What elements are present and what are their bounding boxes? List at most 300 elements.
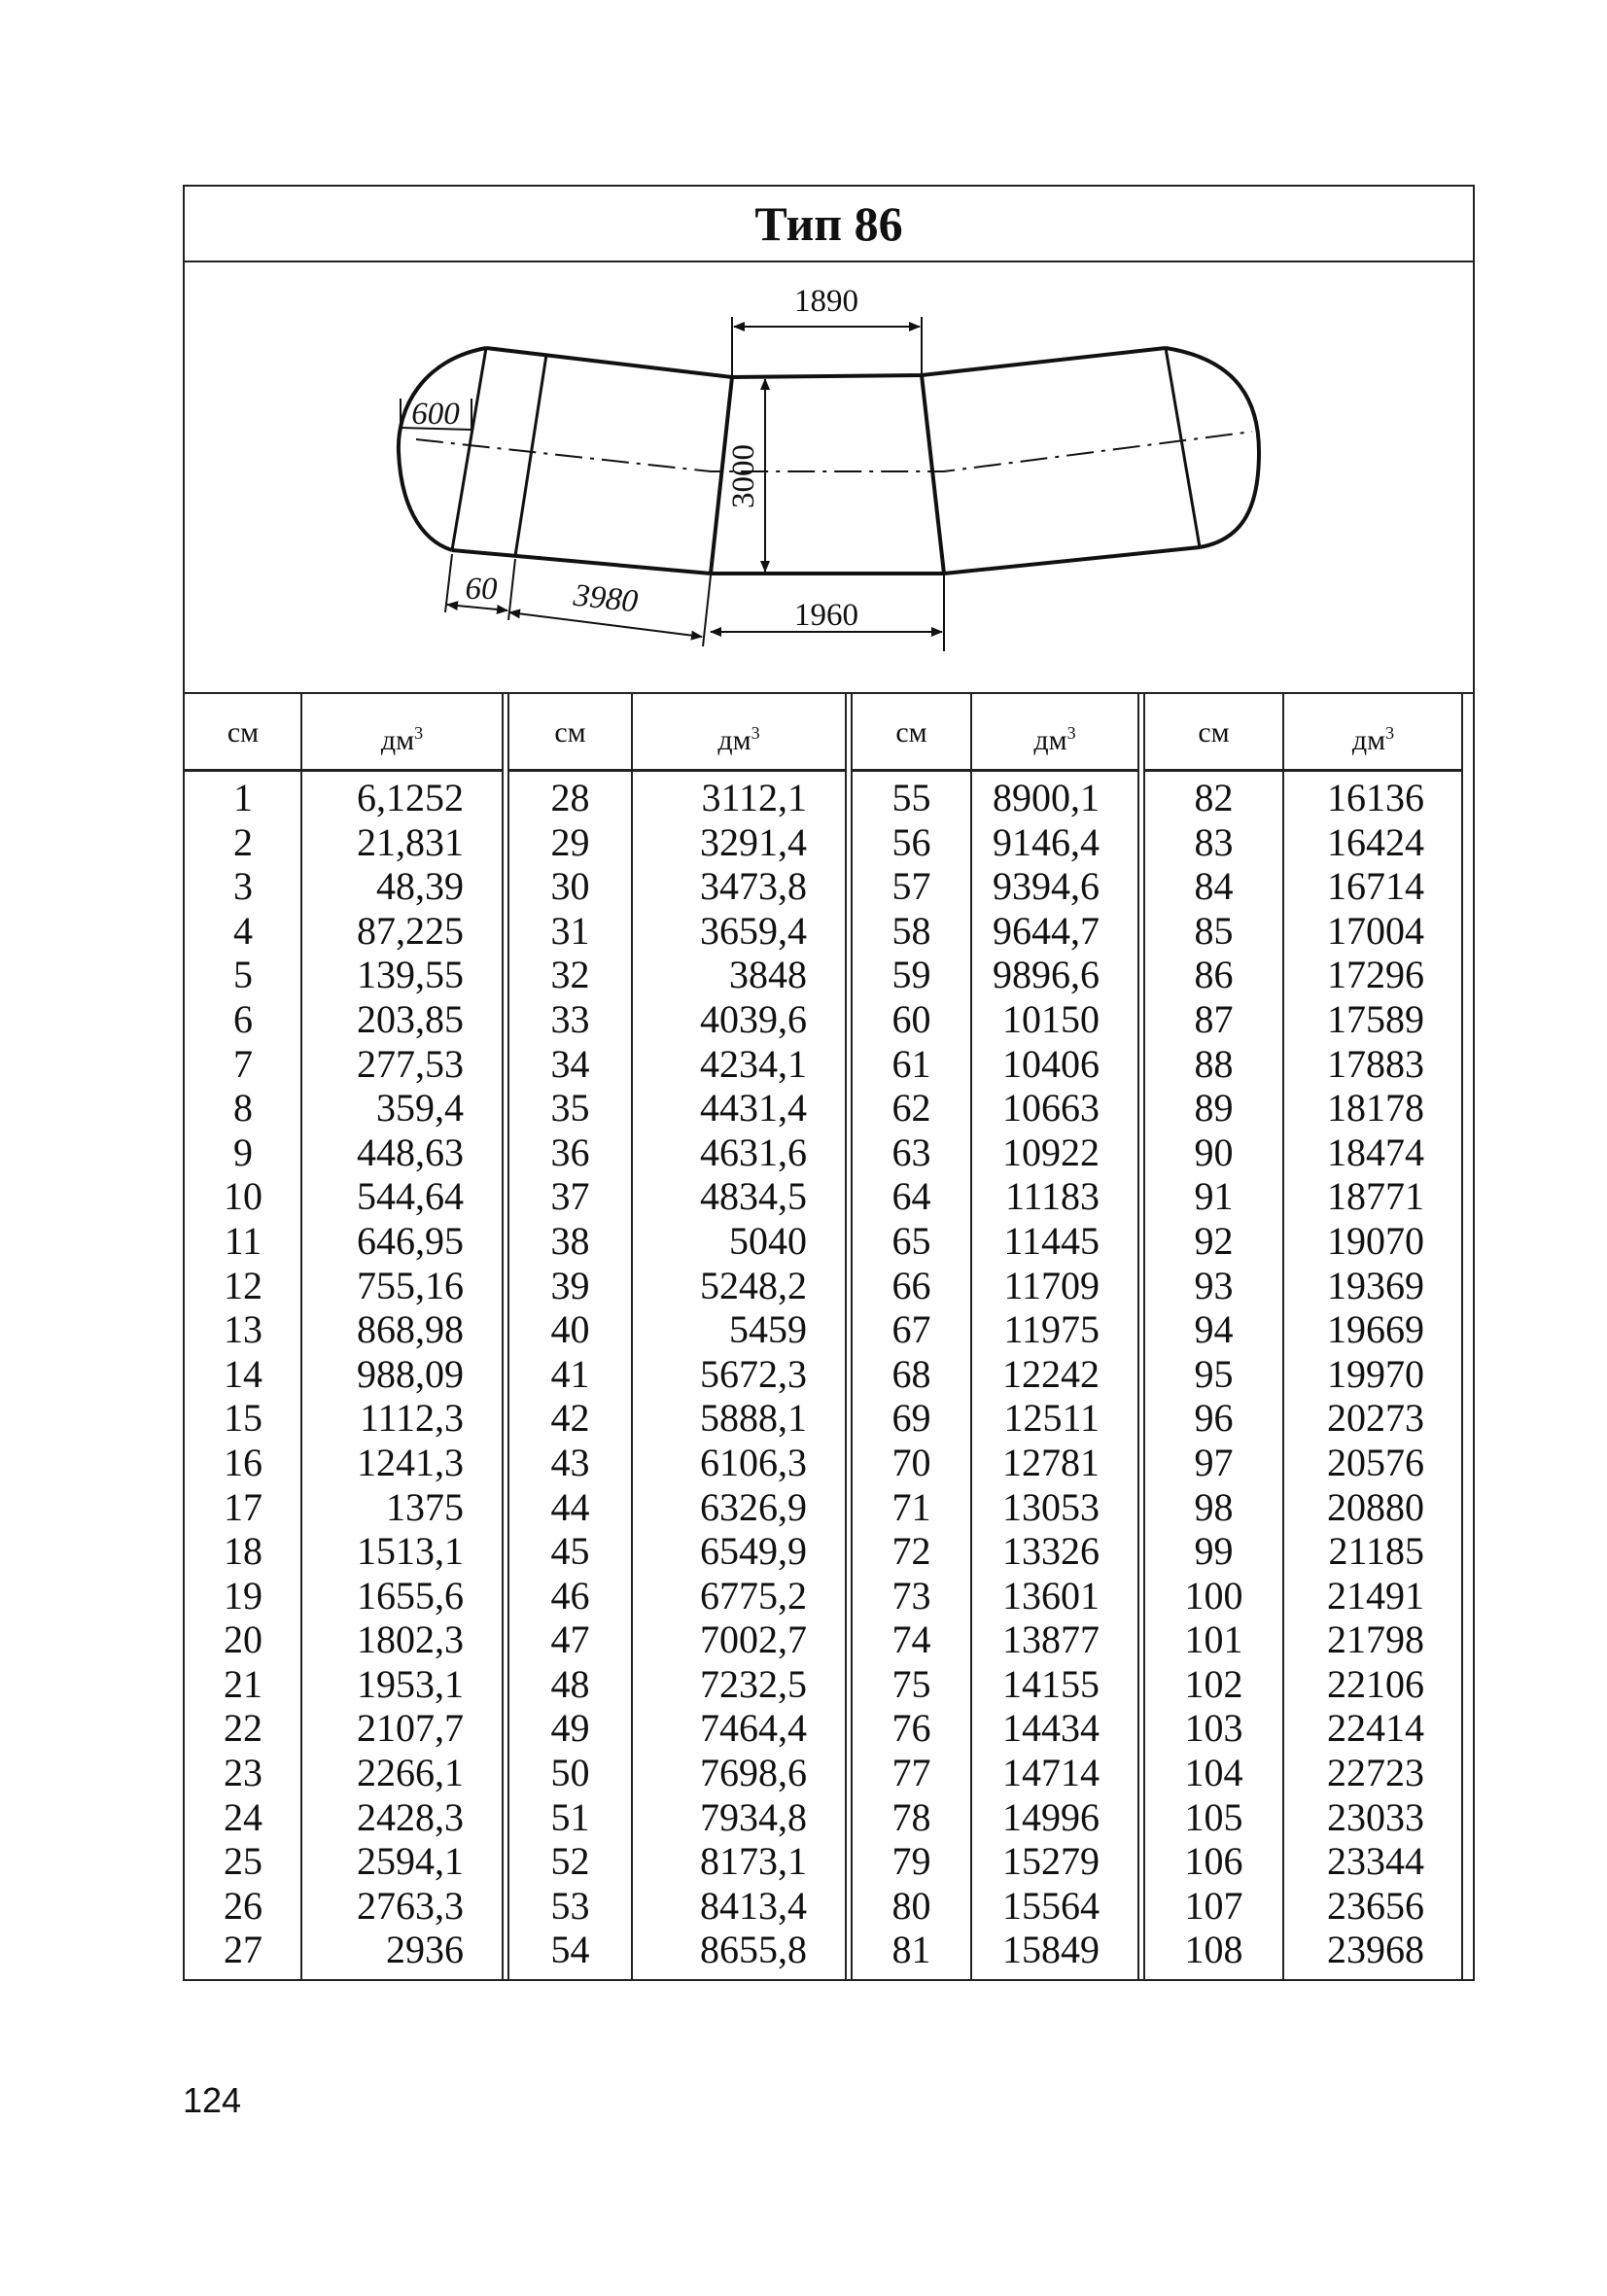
cell-cm: 71 [891, 1484, 931, 1529]
cell-cm: 70 [891, 1440, 931, 1484]
table-row [852, 1441, 1138, 1485]
cell-cm: 95 [1194, 1351, 1234, 1396]
column-block-1 [185, 776, 503, 1972]
table-row [852, 1795, 1138, 1840]
cell-dm3: 11975 [1003, 1307, 1100, 1352]
cell-cm: 36 [550, 1130, 590, 1174]
table-row [508, 1352, 846, 1397]
cell-dm3: 87,225 [357, 908, 464, 953]
table-row [185, 1795, 503, 1840]
table-row [852, 909, 1138, 954]
cell-dm3: 3291,4 [700, 819, 807, 864]
cell-cm: 11 [224, 1218, 262, 1263]
header-dm-3: $дм^3$ [971, 694, 1138, 772]
cell-dm3: 11183 [1004, 1174, 1100, 1219]
table-row [1144, 776, 1463, 820]
cell-cm: 3 [233, 864, 253, 909]
cell-cm: 101 [1184, 1618, 1243, 1662]
table-row [185, 1485, 503, 1530]
cell-cm: 25 [224, 1839, 262, 1884]
cell-dm3: 16424 [1327, 819, 1424, 864]
cell-cm: 18 [224, 1529, 262, 1574]
cell-cm: 100 [1184, 1573, 1243, 1618]
cell-dm3: 7698,6 [700, 1751, 807, 1795]
table-row [852, 1396, 1138, 1441]
cell-cm: 103 [1184, 1706, 1243, 1751]
cell-dm3: 21491 [1327, 1573, 1424, 1618]
cell-cm: 60 [891, 996, 931, 1041]
cell-dm3: 1513,1 [357, 1529, 464, 1574]
column-block-2 [508, 776, 846, 1972]
cell-dm3: 13326 [1002, 1529, 1100, 1574]
table-row [185, 1307, 503, 1352]
table-row [508, 1839, 846, 1884]
cell-dm3: 20576 [1327, 1440, 1424, 1484]
table-row [185, 1662, 503, 1707]
cell-cm: 8 [233, 1086, 253, 1131]
cell-cm: 87 [1194, 996, 1234, 1041]
cell-cm: 50 [550, 1751, 590, 1795]
cell-cm: 28 [550, 776, 590, 819]
cell-cm: 48 [550, 1661, 590, 1706]
table-row [1144, 864, 1463, 909]
cell-dm3: 14714 [1002, 1751, 1100, 1795]
table-row [1144, 1307, 1463, 1352]
cell-cm: 75 [891, 1661, 931, 1706]
cell-dm3: 12511 [1003, 1396, 1100, 1441]
cell-dm3: 4234,1 [700, 1041, 807, 1086]
cell-cm: 41 [550, 1351, 590, 1396]
cell-dm3: 23656 [1327, 1883, 1424, 1928]
table-row [1144, 1441, 1463, 1485]
cell-dm3: 11445 [1003, 1218, 1100, 1263]
table-row [185, 953, 503, 997]
cell-cm: 96 [1194, 1396, 1234, 1441]
table-row [852, 1884, 1138, 1929]
table-row [185, 1751, 503, 1795]
table-row [852, 1086, 1138, 1131]
cell-dm3: 1112,3 [359, 1396, 464, 1441]
table-row [508, 953, 846, 997]
table-row [1144, 820, 1463, 865]
table-row [185, 1131, 503, 1175]
cell-cm: 46 [550, 1573, 590, 1618]
cell-dm3: 755,16 [357, 1263, 464, 1307]
cell-cm: 77 [891, 1751, 931, 1795]
cell-dm3: 1655,6 [357, 1573, 464, 1618]
table-row [852, 820, 1138, 865]
cell-dm3: 8173,1 [700, 1839, 807, 1884]
cell-cm: 10 [224, 1174, 262, 1219]
cell-dm3: 5248,2 [700, 1263, 807, 1307]
cell-cm: 13 [224, 1307, 262, 1352]
cell-dm3: 2763,3 [357, 1883, 464, 1928]
cell-dm3: 20880 [1327, 1484, 1424, 1529]
table-row [508, 997, 846, 1042]
table-row [185, 1441, 503, 1485]
table-row [852, 1042, 1138, 1087]
cell-dm3: 22414 [1327, 1706, 1424, 1751]
table-row [852, 1352, 1138, 1397]
table-row [508, 1485, 846, 1530]
table-row [852, 1131, 1138, 1175]
cell-cm: 21 [224, 1661, 262, 1706]
cell-cm: 31 [550, 908, 590, 953]
table-row [852, 953, 1138, 997]
cell-dm3: 2428,3 [357, 1794, 464, 1839]
cell-cm: 69 [891, 1396, 931, 1441]
cell-cm: 16 [224, 1440, 262, 1484]
tank-outline [399, 348, 1259, 574]
table-row [1144, 1706, 1463, 1751]
table-row [1144, 997, 1463, 1042]
table-row [1144, 1928, 1463, 1972]
cell-dm3: 2936 [386, 1928, 464, 1972]
cell-dm3: 10922 [1002, 1130, 1100, 1174]
table-row [185, 1086, 503, 1131]
cell-dm3: 4631,6 [700, 1130, 807, 1174]
table-row [185, 820, 503, 865]
table-row [1144, 1352, 1463, 1397]
volume-table [185, 694, 1473, 1981]
cell-cm: 78 [891, 1794, 931, 1839]
cell-dm3: 10150 [1002, 996, 1100, 1041]
table-row [185, 1219, 503, 1264]
table-row [185, 1529, 503, 1574]
cell-cm: 66 [891, 1263, 931, 1307]
table-row [1144, 1042, 1463, 1087]
header-cm-2: см [508, 694, 632, 772]
column-block-3 [852, 776, 1138, 1972]
table-row [852, 1264, 1138, 1308]
table-row [1144, 1795, 1463, 1840]
table-row [852, 1485, 1138, 1530]
cell-dm3: 3848 [729, 953, 807, 997]
table-row [185, 997, 503, 1042]
table-row [852, 1706, 1138, 1751]
cell-cm: 52 [550, 1839, 590, 1884]
cell-dm3: 3473,8 [700, 864, 807, 909]
table-row [508, 1662, 846, 1707]
cell-cm: 79 [891, 1839, 931, 1884]
cell-cm: 82 [1194, 776, 1234, 819]
cell-cm: 1 [233, 776, 253, 819]
cell-cm: 91 [1194, 1174, 1234, 1219]
cell-cm: 12 [224, 1263, 262, 1307]
cell-cm: 51 [550, 1794, 590, 1839]
table-row [508, 864, 846, 909]
table-row [852, 1574, 1138, 1618]
cell-dm3: 19970 [1327, 1351, 1424, 1396]
cell-dm3: 11709 [1003, 1263, 1100, 1307]
cell-cm: 43 [550, 1440, 590, 1484]
dim-top-label: 1890 [794, 284, 858, 319]
cell-cm: 22 [224, 1706, 262, 1751]
cell-dm3: 3659,4 [700, 908, 807, 953]
cell-dm3: 17004 [1327, 908, 1424, 953]
cell-cm: 33 [550, 996, 590, 1041]
table-row [852, 1751, 1138, 1795]
table-row [1144, 1839, 1463, 1884]
cell-dm3: 17589 [1327, 996, 1424, 1041]
center-line [416, 432, 1252, 471]
cell-cm: 98 [1194, 1484, 1234, 1529]
cell-cm: 68 [891, 1351, 931, 1396]
cell-dm3: 21185 [1328, 1529, 1424, 1574]
cell-cm: 40 [550, 1307, 590, 1352]
cell-dm3: 21798 [1327, 1618, 1424, 1662]
cell-dm3: 13601 [1002, 1573, 1100, 1618]
cell-cm: 61 [891, 1041, 931, 1086]
cell-cm: 20 [224, 1618, 262, 1662]
cell-cm: 63 [891, 1130, 931, 1174]
cell-cm: 67 [891, 1307, 931, 1352]
table-row [1144, 1219, 1463, 1264]
cell-cm: 29 [550, 819, 590, 864]
cell-cm: 42 [550, 1396, 590, 1441]
cell-cm: 56 [891, 819, 931, 864]
cell-dm3: 4431,4 [700, 1086, 807, 1131]
table-row [508, 1219, 846, 1264]
cell-cm: 106 [1184, 1839, 1243, 1884]
header-cm-4: см [1144, 694, 1283, 772]
cell-dm3: 5672,3 [700, 1351, 807, 1396]
cell-dm3: 15564 [1002, 1883, 1100, 1928]
cell-cm: 99 [1194, 1529, 1234, 1574]
cell-dm3: 8655,8 [700, 1928, 807, 1972]
cell-cm: 81 [891, 1928, 931, 1972]
table-row [1144, 909, 1463, 954]
table-row [1144, 1086, 1463, 1131]
cell-cm: 80 [891, 1883, 931, 1928]
cell-cm: 44 [550, 1484, 590, 1529]
cell-dm3: 23968 [1327, 1928, 1424, 1972]
cell-cm: 35 [550, 1086, 590, 1131]
header-dm-1: $дм^3$ [301, 694, 503, 772]
dimension-top [732, 317, 922, 377]
cell-cm: 4 [233, 908, 253, 953]
header-cm-1: см [185, 694, 301, 772]
cell-cm: 107 [1184, 1883, 1243, 1928]
table-row [185, 1928, 503, 1972]
cell-dm3: 13053 [1002, 1484, 1100, 1529]
cell-cm: 73 [891, 1573, 931, 1618]
table-row [1144, 953, 1463, 997]
header-dm-2: $дм^3$ [632, 694, 846, 772]
table-row [1144, 1396, 1463, 1441]
cell-dm3: 19369 [1327, 1263, 1424, 1307]
table-row [852, 997, 1138, 1042]
table-row [1144, 1884, 1463, 1929]
cell-dm3: 277,53 [357, 1041, 464, 1086]
cell-cm: 55 [891, 776, 931, 819]
cell-cm: 76 [891, 1706, 931, 1751]
table-row [508, 1706, 846, 1751]
cell-cm: 83 [1194, 819, 1234, 864]
cell-cm: 7 [233, 1041, 253, 1086]
table-row [1144, 1662, 1463, 1707]
cell-dm3: 23033 [1327, 1794, 1424, 1839]
cell-dm3: 16136 [1327, 776, 1424, 819]
cell-cm: 27 [224, 1928, 262, 1972]
table-row [508, 1574, 846, 1618]
table-row [185, 1839, 503, 1884]
cell-cm: 92 [1194, 1218, 1234, 1263]
cell-dm3: 12242 [1002, 1351, 1100, 1396]
cell-dm3: 139,55 [357, 953, 464, 997]
cell-dm3: 7232,5 [700, 1661, 807, 1706]
cell-dm3: 1375 [386, 1484, 464, 1529]
table-row [508, 1042, 846, 1087]
dim-height-label: 3000 [726, 444, 761, 508]
cell-cm: 85 [1194, 908, 1234, 953]
cell-dm3: 19669 [1327, 1307, 1424, 1352]
cell-cm: 84 [1194, 864, 1234, 909]
table-row [852, 864, 1138, 909]
table-row [185, 1706, 503, 1751]
cell-dm3: 18178 [1327, 1086, 1424, 1131]
cell-dm3: 10406 [1002, 1041, 1100, 1086]
cell-dm3: 7934,8 [700, 1794, 807, 1839]
cell-dm3: 359,4 [376, 1086, 464, 1131]
cell-dm3: 22723 [1327, 1751, 1424, 1795]
header-dm-4: $дм^3$ [1283, 694, 1463, 772]
cell-cm: 89 [1194, 1086, 1234, 1131]
dim-end-label: 600 [411, 397, 460, 432]
cell-dm3: 6775,2 [700, 1573, 807, 1618]
table-row [508, 1396, 846, 1441]
table-row [185, 909, 503, 954]
table-row [508, 1264, 846, 1308]
cell-cm: 97 [1194, 1440, 1234, 1484]
page-number: 124 [183, 2080, 242, 2120]
table-row [852, 1618, 1138, 1662]
table-row [1144, 1174, 1463, 1219]
dim-side-label: 3980 [572, 577, 640, 620]
cell-cm: 30 [550, 864, 590, 909]
table-row [1144, 1751, 1463, 1795]
table-row [1144, 1574, 1463, 1618]
cell-cm: 26 [224, 1883, 262, 1928]
cell-dm3: 20273 [1327, 1396, 1424, 1441]
cell-dm3: 8413,4 [700, 1883, 807, 1928]
table-row [508, 1441, 846, 1485]
table-title: Тип 86 [185, 187, 1473, 262]
table-row [185, 1884, 503, 1929]
table-row [852, 1219, 1138, 1264]
table-row [1144, 1618, 1463, 1662]
cell-cm: 90 [1194, 1130, 1234, 1174]
cell-cm: 86 [1194, 953, 1234, 997]
cell-dm3: 203,85 [357, 996, 464, 1041]
cell-dm3: 1953,1 [357, 1661, 464, 1706]
cell-cm: 54 [550, 1928, 590, 1972]
cell-dm3: 8900,1 [993, 776, 1100, 819]
cell-dm3: 15279 [1002, 1839, 1100, 1884]
cell-dm3: 14996 [1002, 1794, 1100, 1839]
cell-cm: 57 [891, 864, 931, 909]
table-row [508, 1928, 846, 1972]
cell-dm3: 9896,6 [993, 953, 1100, 997]
cell-dm3: 18474 [1327, 1130, 1424, 1174]
cell-cm: 32 [550, 953, 590, 997]
table-row [185, 864, 503, 909]
cell-dm3: 9394,6 [993, 864, 1100, 909]
table-row [185, 1042, 503, 1087]
table-row [508, 1751, 846, 1795]
cell-dm3: 17296 [1327, 953, 1424, 997]
cell-cm: 108 [1184, 1928, 1243, 1972]
tank-drawing-svg [185, 262, 1473, 694]
table-row [508, 1618, 846, 1662]
cell-dm3: 9644,7 [993, 908, 1100, 953]
cell-dm3: 448,63 [357, 1130, 464, 1174]
cell-cm: 34 [550, 1041, 590, 1086]
cell-dm3: 22106 [1327, 1661, 1424, 1706]
table-row [508, 1086, 846, 1131]
cell-cm: 53 [550, 1883, 590, 1928]
column-block-4 [1144, 776, 1463, 1972]
cell-cm: 9 [233, 1130, 253, 1174]
table-row [185, 1396, 503, 1441]
table-row [185, 1352, 503, 1397]
cell-dm3: 988,09 [357, 1351, 464, 1396]
cell-dm3: 6326,9 [700, 1484, 807, 1529]
cell-cm: 94 [1194, 1307, 1234, 1352]
cell-cm: 58 [891, 908, 931, 953]
cell-cm: 62 [891, 1086, 931, 1131]
cell-dm3: 2107,7 [357, 1706, 464, 1751]
cell-cm: 19 [224, 1573, 262, 1618]
cell-dm3: 18771 [1327, 1174, 1424, 1219]
cell-dm3: 4834,5 [700, 1174, 807, 1219]
cell-cm: 6 [233, 996, 253, 1041]
table-row [852, 1839, 1138, 1884]
table-row [852, 1307, 1138, 1352]
table-row [1144, 1264, 1463, 1308]
header-cm-3: см [852, 694, 971, 772]
cell-cm: 38 [550, 1218, 590, 1263]
cell-cm: 105 [1184, 1794, 1243, 1839]
table-row [852, 1928, 1138, 1972]
cell-dm3: 2266,1 [357, 1751, 464, 1795]
cell-dm3: 5040 [729, 1218, 807, 1263]
cell-cm: 102 [1184, 1661, 1243, 1706]
cell-cm: 39 [550, 1263, 590, 1307]
table-row [508, 1131, 846, 1175]
table-row [852, 1662, 1138, 1707]
table-row [508, 909, 846, 954]
tank-calibration-table [183, 185, 1475, 1981]
table-row [185, 1264, 503, 1308]
cell-cm: 64 [891, 1174, 931, 1219]
table-row [508, 1795, 846, 1840]
table-row [508, 1174, 846, 1219]
cell-cm: 59 [891, 953, 931, 997]
cell-cm: 49 [550, 1706, 590, 1751]
table-row [185, 776, 503, 820]
cell-dm3: 1802,3 [357, 1618, 464, 1662]
cell-cm: 72 [891, 1529, 931, 1574]
table-row [852, 776, 1138, 820]
cell-dm3: 6106,3 [700, 1440, 807, 1484]
cell-cm: 23 [224, 1751, 262, 1795]
cell-cm: 65 [891, 1218, 931, 1263]
dim-bottom-label: 1960 [794, 598, 858, 633]
cell-cm: 104 [1184, 1751, 1243, 1795]
cell-dm3: 14434 [1002, 1706, 1100, 1751]
cell-dm3: 12781 [1002, 1440, 1100, 1484]
